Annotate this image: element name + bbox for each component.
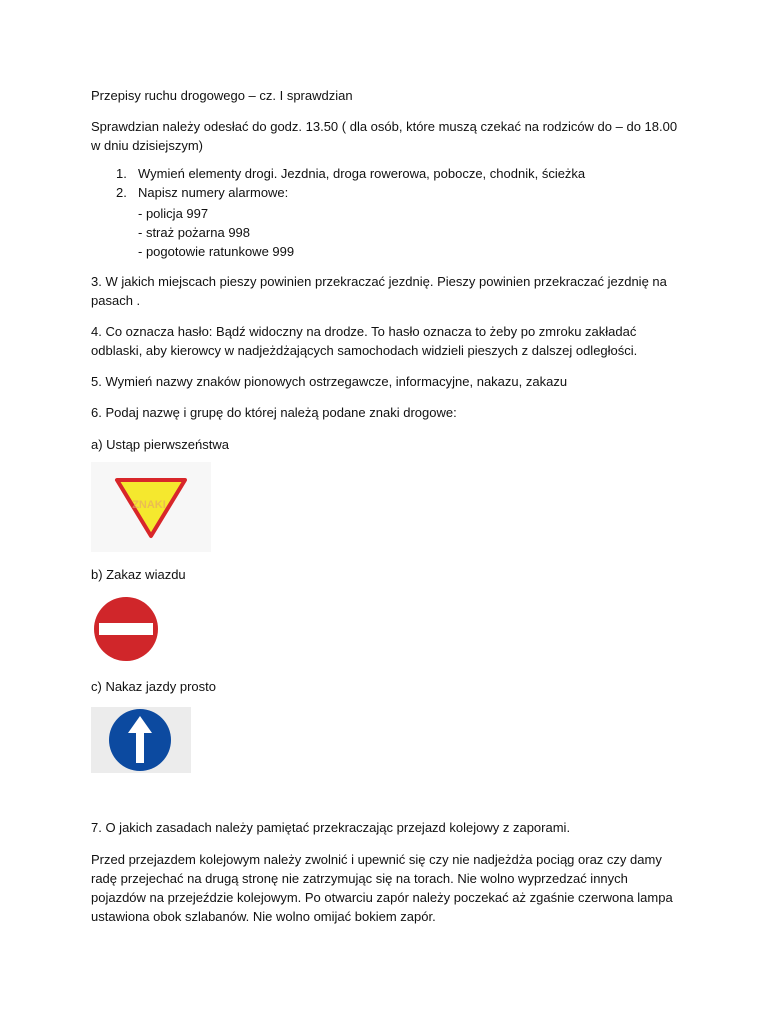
question-2-text: Napisz numery alarmowe: [138, 185, 289, 200]
question-3: 3. W jakich miejscach pieszy powinien przekraczać jezdnię. Pieszy powinien przekraczać jezdnię na pasach . [91, 274, 667, 308]
question-4: 4. Co oznacza hasło: Bądź widoczny na drodze. To hasło oznacza to żeby po zmroku zakładać odblaski, aby kierowcy w nadjeżdżających samochodach widzieli pieszych z dalszej odległości. [91, 324, 638, 358]
question-6: 6. Podaj nazwę i grupę do której należą podane znaki drogowe: [91, 405, 457, 420]
question-1-number: 1. [116, 166, 127, 181]
question-7-answer: Przed przejazdem kolejowym należy zwolnić i upewnić się czy nie nadjeżdża pociąg oraz czy damy radę przejechać na drugą stronę nie zatrzymując się na torach. Nie wolno wyprzedzać innych pojazdów na przejeździe kolejowym. Po otwarciu zapór należy poczekać aż zgaśnie czerwona lampa ustawiona obok szlabanów. Nie wolno omijać bokiem zapór. [91, 852, 673, 924]
emergency-number-fire: - straż pożarna 998 [138, 225, 251, 240]
sign-c-label: c) Nakaz jazdy prosto [91, 679, 216, 694]
page-title: Przepisy ruchu drogowego – cz. I sprawdzian [91, 88, 353, 103]
question-1-text: Wymień elementy drogi. Jezdnia, droga rowerowa, pobocze, chodnik, ścieżka [138, 166, 586, 181]
question-1 [116, 166, 585, 181]
yield-sign-icon [91, 462, 211, 552]
sign-a-label: a) Ustąp pierwszeństwa [91, 437, 229, 452]
question-7: 7. O jakich zasadach należy pamiętać przekraczając przejazd kolejowy z zaporami. [91, 820, 571, 835]
ahead-only-sign-icon [91, 707, 191, 773]
question-2 [116, 185, 288, 200]
emergency-number-ambulance: - pogotowie ratunkowe 999 [138, 244, 295, 259]
question-5: 5. Wymień nazwy znaków pionowych ostrzegawcze, informacyjne, nakazu, zakazu [91, 374, 568, 389]
no-entry-sign-icon [91, 596, 163, 662]
emergency-number-police: - policja 997 [138, 206, 209, 221]
intro-paragraph: Sprawdzian należy odesłać do godz. 13.50 ( dla osób, które muszą czekać na rodziców do – do 18.00 w dniu dzisiejszym) [91, 119, 678, 153]
yield-sign-watermark: ZNAKI [132, 499, 166, 511]
question-2-number: 2. [116, 185, 127, 200]
sign-b-label: b) Zakaz wiazdu [91, 567, 186, 582]
